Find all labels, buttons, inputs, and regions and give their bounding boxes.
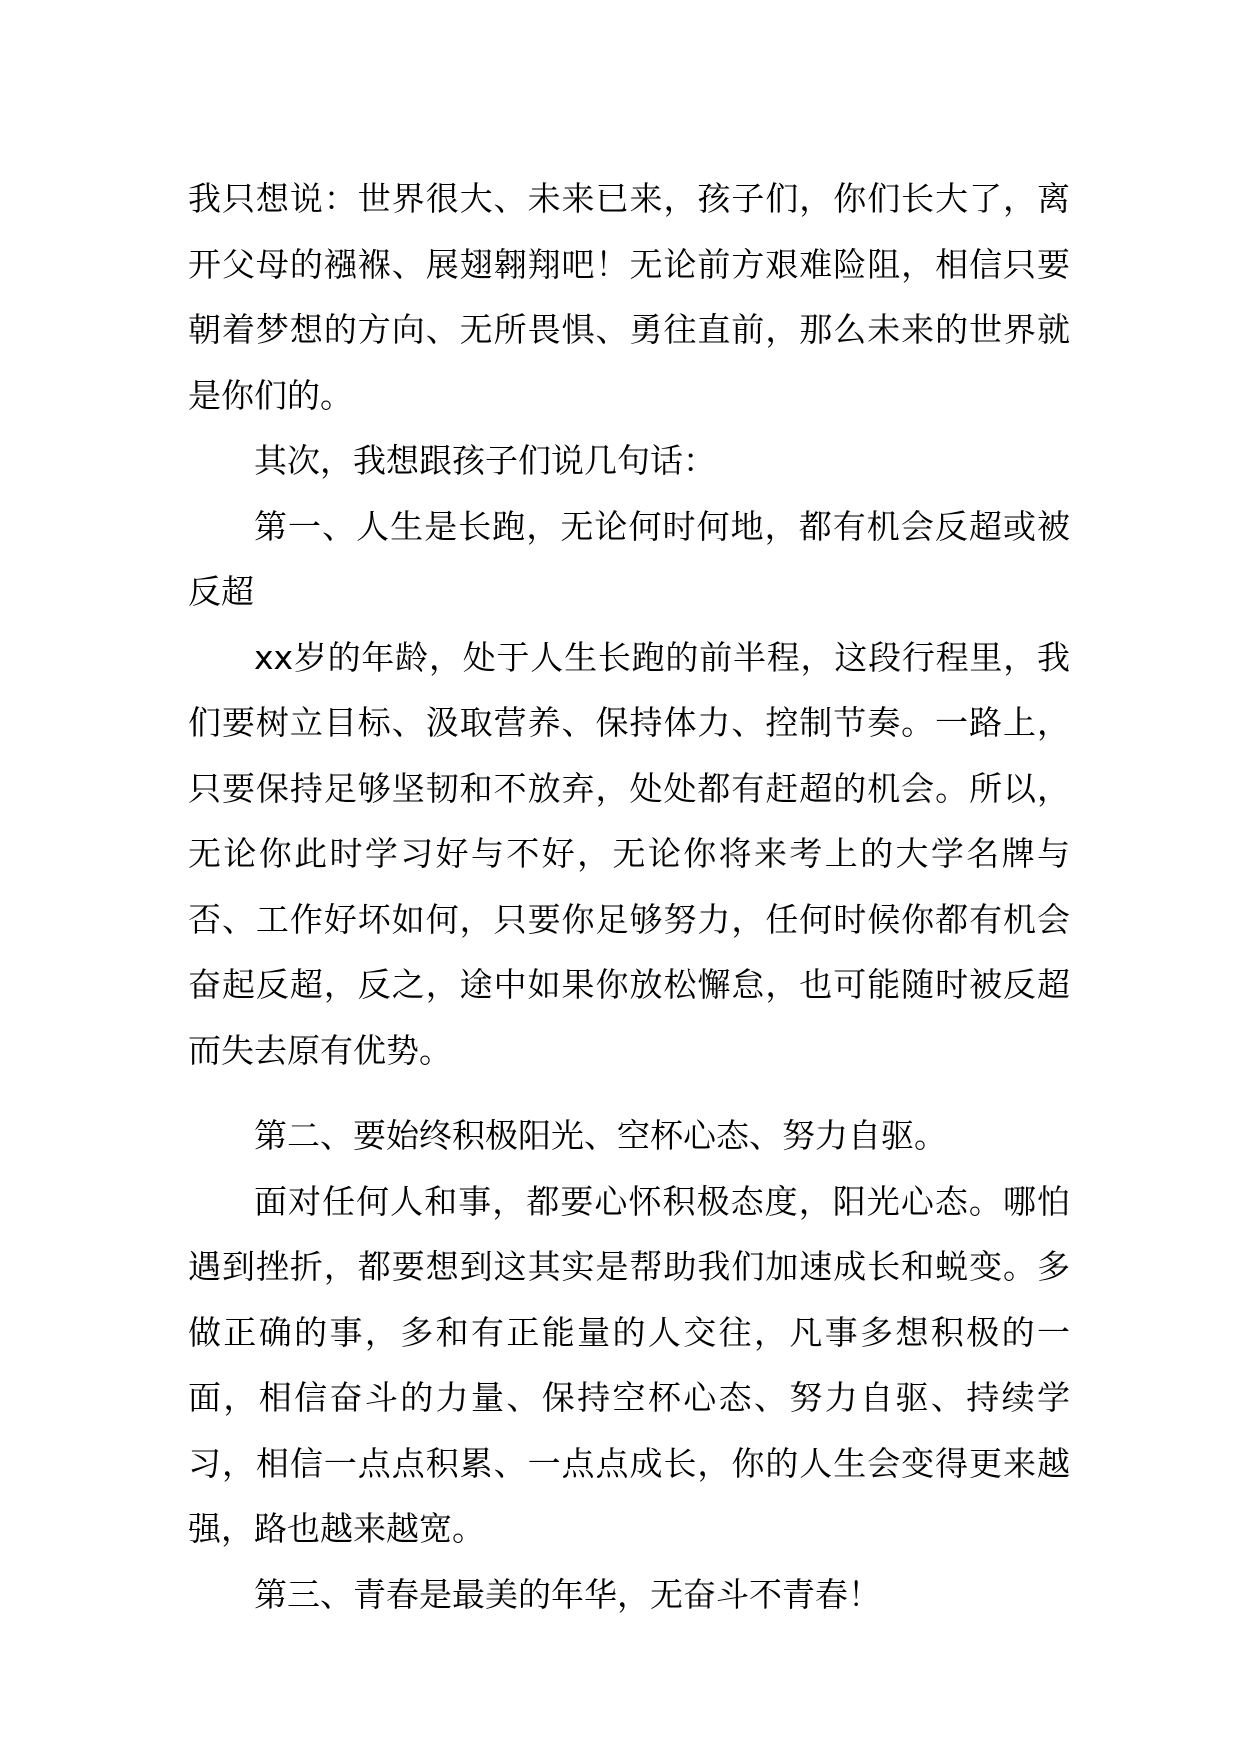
paragraph-point-one-body: xx岁的年龄，处于人生长跑的前半程，这段行程里，我们要树立目标、汲取营养、保持体力、控制节奏。一路上，只要保持足够坚韧和不放弃，处处都有赶超的机会。所以，无论你此时学习好与不好，无论你将来考上的大学名牌与否、工作好坏如何，只要你足够努力，任何时候你都有机会奋起反超，反之，途中如果你放松懈怠，也可能随时被反超而失去原有优势。 [188, 637, 1070, 1070]
heading-point-three: 第三、青春是最美的年华，无奋斗不青春！ [254, 1574, 881, 1614]
body-text [188, 166, 1070, 1627]
paragraph-point-two-body: 面对任何人和事，都要心怀积极态度，阳光心态。哪怕遇到挫折，都要想到这其实是帮助我们加速成长和蜕变。多做正确的事，多和有正能量的人交往，凡事多想积极的一面，相信奋斗的力量、保持空杯心态、努力自驱、持续学习，相信一点点积累、一点点成长，你的人生会变得更来越强，路也越来越宽。 [188, 1181, 1070, 1548]
paragraph-closing-wish: 我只想说：世界很大、未来已来，孩子们，你们长大了，离开父母的襁褓、展翅翱翔吧！无论前方艰难险阻，相信只要朝着梦想的方向、无所畏惧、勇往直前，那么未来的世界就是你们的。 [188, 179, 1070, 415]
heading-point-two: 第二、要始终积极阳光、空杯心态、努力自驱。 [254, 1116, 947, 1155]
paragraph-intro-words: 其次，我想跟孩子们说几句话： [254, 441, 716, 480]
heading-point-one: 第一、人生是长跑，无论何时何地，都有机会反超或被反超 [188, 506, 1070, 611]
